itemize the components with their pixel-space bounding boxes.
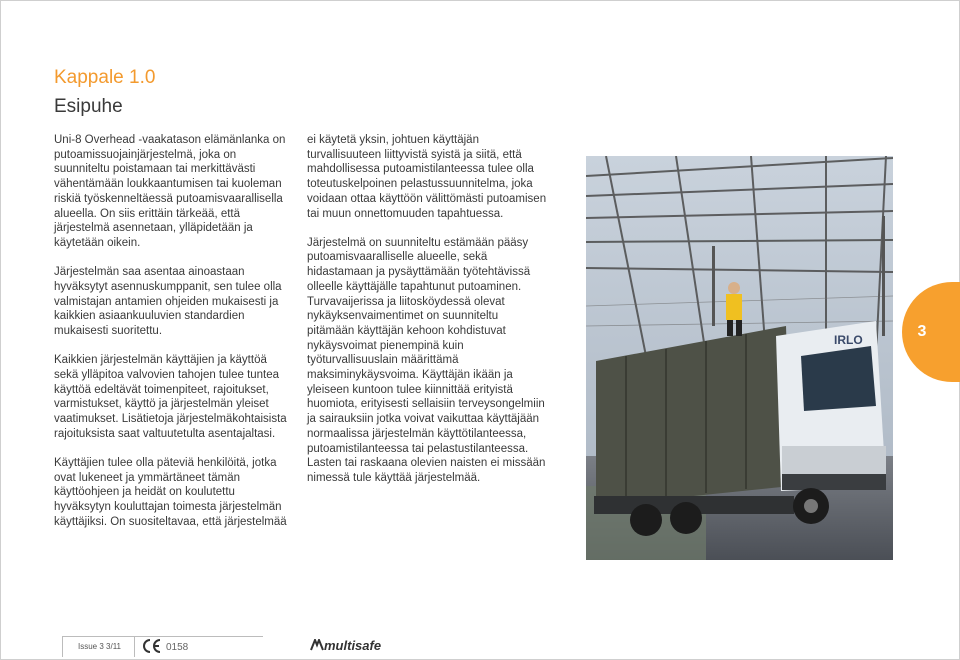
paragraph: Kaikkien järjestelmän käyttäjien ja käyttöä sekä ylläpitoa valvovien tahojen tulee tuntea käyttöä edeltävät toimenpiteet, rajoitukset, varmistukset, käyttö ja järjestelmän yleiset vaatimukset. Lisätietoja järjestelmäkohtaisista rajoituksista saat valtuutetulta asentajaltasi. <box>54 354 287 440</box>
text-column-left <box>54 133 290 544</box>
page-title: Esipuhe <box>54 96 123 117</box>
paragraph: Käyttäjien tulee olla päteviä henkilöitä, jotka ovat lukeneet ja ymmärtäneet tämän käyttöohjeen ja heidät on koulutettu hyväksytyn kouluttajan toimesta järjestelmän käyttäjiksi. On suositeltavaa, että järjestelmää <box>54 456 287 528</box>
ce-mark-icon <box>142 637 162 660</box>
page-number: 3 <box>917 323 927 340</box>
truck-photo <box>586 156 893 560</box>
chapter-label: Kappale 1.0 <box>54 67 156 88</box>
truck-label: IRLO <box>834 333 863 347</box>
paragraph: ei käytetä yksin, johtuen käyttäjän turvallisuuteen liittyvistä syistä ja siitä, että mahdollisessa putoamistilanteessa tulee olla toteutuskelpoinen pelastussuunnitelma, joka voidaan ottaa käyttöön välittömästi putoamisen tai muun onnettomuuden tapahtuessa. <box>307 134 547 220</box>
ce-code: 0158 <box>166 642 189 653</box>
paragraph: Järjestelmä on suunniteltu estämään pääsy putoamisvaaralliselle alueelle, sekä hidastamaan ja pysäyttämään työtehtävissä olleelle käyttäjälle tapahtunut putoaminen. Turvavaijerissa ja liitosköydessä olevat nykäyksenvaimentimet on suunniteltu pitämään käyttäjän kehoon kohdistuvat nykäysvoimat pienempinä kuin työturvallisuuslain määrittämä maksiminykäysvoima. Käyttäjän ikään ja yleiseen kuntoon tulee kiinnittää erityistä huomiota, erityisesti sellaisiin terveysongelmiin ja sairauksiin jotka voivat vaikuttaa käyttäjään normaalissa järjestelmän käyttötilanteessa, putoamistilanteessa tai pelastustilanteessa. Lasten tai raskaana olevien naisten ei missään nimessä tule käyttää järjestelmää. <box>307 236 546 484</box>
text-column-right <box>307 133 547 500</box>
paragraph: Järjestelmän saa asentaa ainoastaan hyväksytyt asennuskumppanit, sen tulee olla valmistajan antamien ohjeiden mukaisesti ja kaikkien asiaankuuluvien standardien mukaisesti suoritettu. <box>54 266 282 337</box>
footer <box>62 636 382 660</box>
issue-label: Issue 3 3/11 <box>78 642 121 651</box>
brand-logo <box>310 638 381 653</box>
brand-name: multisafe <box>324 638 382 653</box>
paragraph: Uni-8 Overhead -vaakatason elämänlanka on putoamissuojainjärjestelmä, joka on suunniteltu poistamaan tai merkittävästi vähentämään loukkaantumisen tai kuoleman riskiä työskenneltäessä putoamisvaarallisella alueella. On siis erittäin tärkeää, että järjestelmä asennetaan, ylläpidetään ja käytetään oikein. <box>54 134 286 249</box>
brand-mark-icon <box>310 639 324 651</box>
